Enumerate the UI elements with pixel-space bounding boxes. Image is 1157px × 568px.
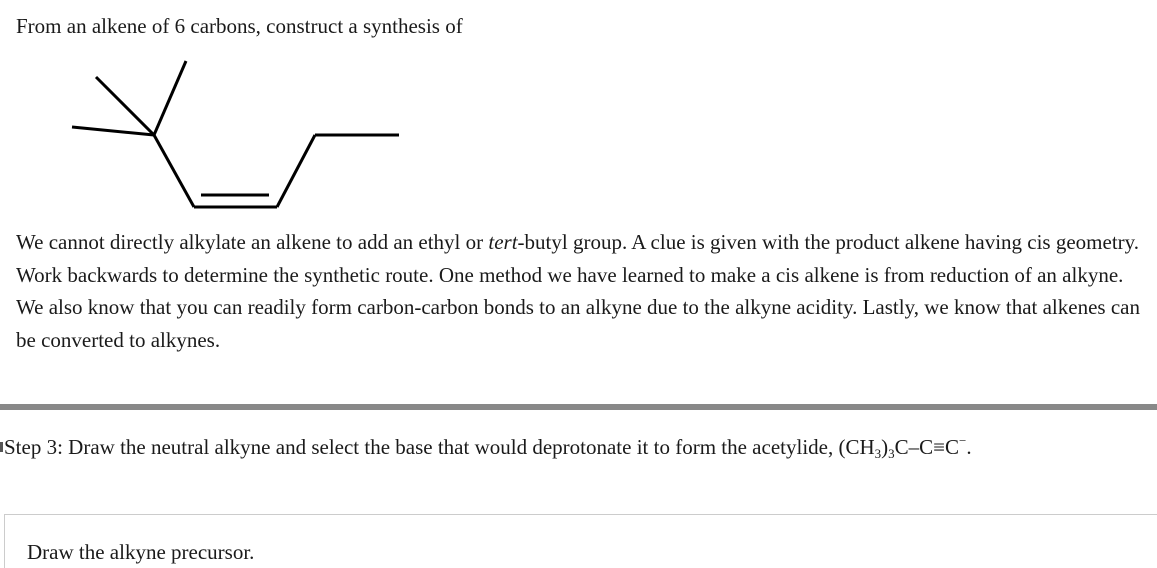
section-divider [0,404,1157,410]
methyl-bond-left [72,127,154,135]
formula-subscript-2: 3 [888,446,895,461]
methyl-bond-top [154,61,186,135]
formula-mid: ) [881,435,889,459]
step-end: . [966,435,972,459]
formula-subscript-1: 3 [874,446,882,461]
question-prompt: From an alkene of 6 carbons, construct a synthesis of [16,14,463,38]
formula-rest: C–C≡C [894,435,960,459]
answer-drawing-area[interactable] [4,514,1157,568]
formula-open: (CH [838,435,875,459]
explanation-part1: We cannot directly alkylate an alkene to add an ethyl or [16,230,489,254]
methyl-bond-upper-left [96,77,154,135]
alkene-to-ethyl-bond [277,135,315,207]
formula-charge: − [959,433,967,448]
explanation-part2: -butyl group. A clue is given with the product alkene having cis geometry. Work backwards to determine the synthetic route. One method we have learned to make a cis alkene is from reduction of an alkyne. We also know that you can readily form carbon-carbon bonds to an alkyne due to the alkyne acidity. Lastly, we know that alkenes can be converted to alkynes. [16,230,1140,352]
explanation-italic-tert: tert [488,230,518,254]
answer-label: Draw the alkyne precursor. [27,540,255,564]
quaternary-to-alkene-bond [154,135,194,207]
step-instruction [4,433,972,461]
explanation-paragraph [16,226,1146,356]
target-molecule-structure [0,0,420,220]
step-marker [0,442,3,452]
step-text: Step 3: Draw the neutral alkyne and select the base that would deprotonate it to form the acetylide, [4,435,839,459]
